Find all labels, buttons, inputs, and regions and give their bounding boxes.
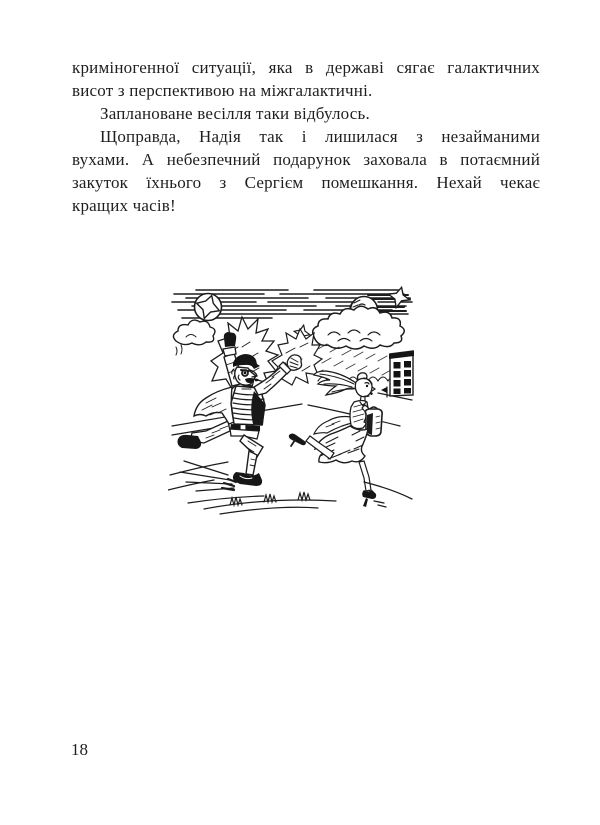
- text-line: закуток їхнього з Сергієм помешкання. Нехай чекає: [72, 173, 540, 192]
- flag-icon: [381, 387, 387, 393]
- ground-lines: [168, 461, 412, 514]
- body-text: [72, 56, 540, 217]
- text-line: Заплановане весілля таки відбулось.: [100, 104, 370, 123]
- page-number: 18: [71, 740, 88, 759]
- text-line: кращих часів!: [72, 196, 176, 215]
- woman-figure: [289, 371, 382, 507]
- text-line: вухами. А небезпечний подарунок заховала в потаємний: [72, 150, 540, 169]
- text-line: криміногенної ситуації, яка в державі сягає галактичних: [72, 58, 540, 77]
- building: [381, 351, 414, 398]
- illustration-man-chasing-woman: [168, 283, 443, 530]
- text-line: Щоправда, Надія так і лишилася з незайманими: [100, 127, 540, 146]
- illustration-drawing: [168, 283, 443, 530]
- text-line: висот з перспективою на міжгалактичні.: [72, 81, 373, 100]
